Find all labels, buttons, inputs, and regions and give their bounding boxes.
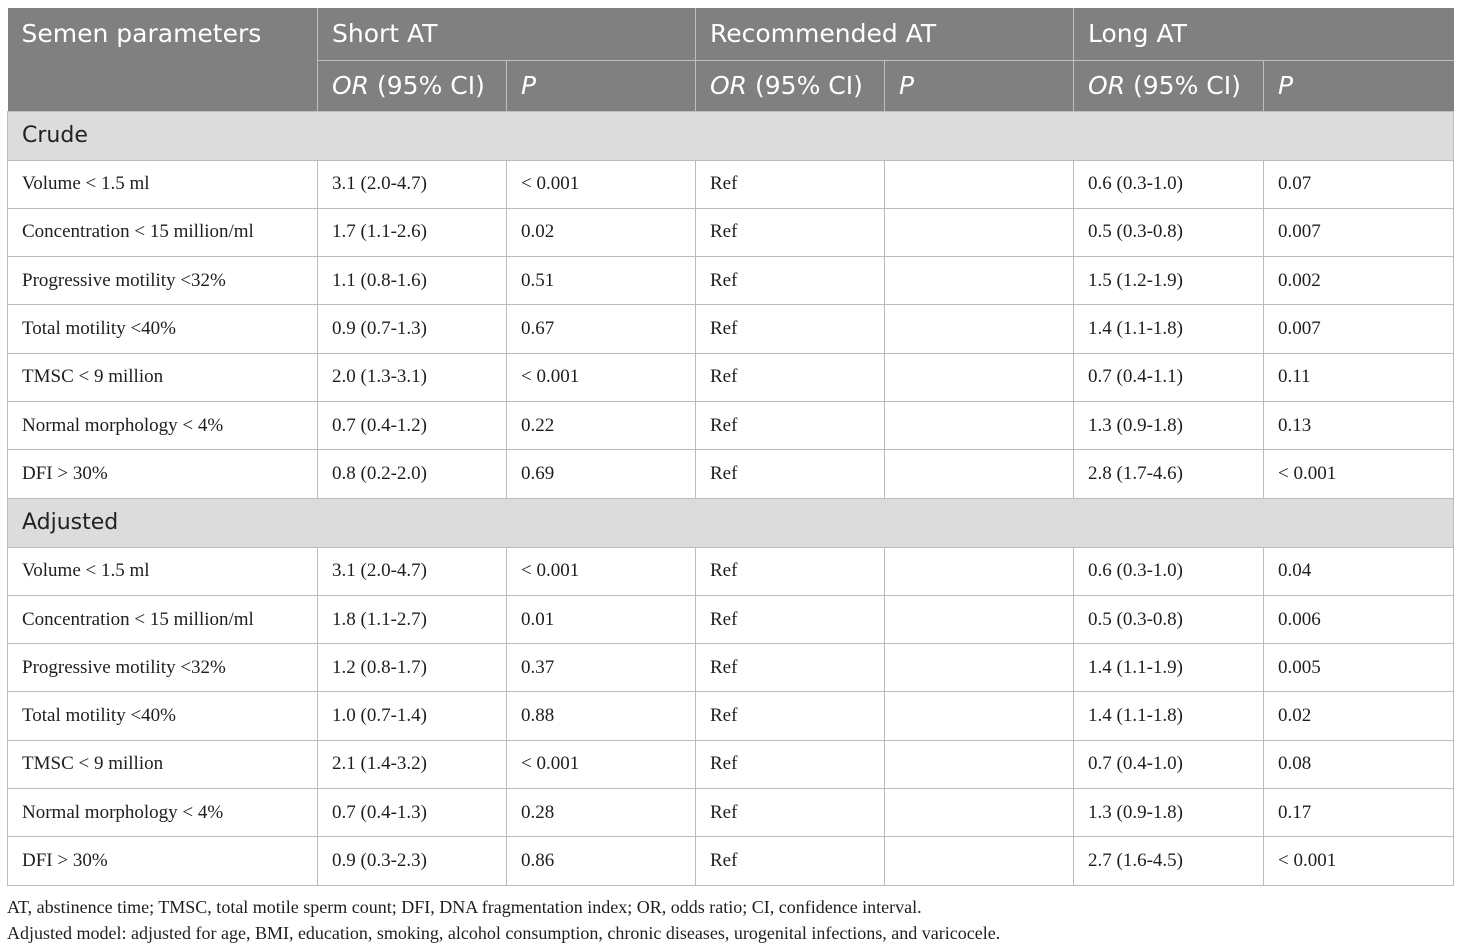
- long-p-cell: 0.002: [1264, 257, 1454, 305]
- header-semen-parameters: Semen parameters: [8, 8, 318, 111]
- long-or-cell: 1.4 (1.1-1.8): [1074, 305, 1264, 353]
- short-or-cell: 0.9 (0.7-1.3): [318, 305, 507, 353]
- short-p-cell: < 0.001: [507, 353, 696, 401]
- or-label: OR: [1088, 71, 1126, 100]
- recommended-p-cell: [885, 595, 1074, 643]
- short-p-cell: 0.69: [507, 450, 696, 498]
- ci-label: (95% CI): [747, 71, 863, 100]
- header-or-ci-recommended: [696, 60, 885, 111]
- p-label: P: [521, 71, 537, 100]
- short-or-cell: 1.8 (1.1-2.7): [318, 595, 507, 643]
- section-row: [8, 498, 1454, 547]
- short-or-cell: 1.0 (0.7-1.4): [318, 692, 507, 740]
- short-p-cell: 0.37: [507, 644, 696, 692]
- short-p-cell: < 0.001: [507, 160, 696, 208]
- short-p-cell: < 0.001: [507, 740, 696, 788]
- param-cell: TMSC < 9 million: [8, 740, 318, 788]
- short-or-cell: 2.0 (1.3-3.1): [318, 353, 507, 401]
- long-or-cell: 1.3 (0.9-1.8): [1074, 401, 1264, 449]
- long-or-cell: 1.3 (0.9-1.8): [1074, 789, 1264, 837]
- results-table: [7, 8, 1454, 886]
- short-or-cell: 1.2 (0.8-1.7): [318, 644, 507, 692]
- param-cell: Total motility <40%: [8, 305, 318, 353]
- table-row: [8, 160, 1454, 208]
- recommended-p-cell: [885, 160, 1074, 208]
- table-row: [8, 837, 1454, 885]
- short-or-cell: 3.1 (2.0-4.7): [318, 160, 507, 208]
- short-or-cell: 0.8 (0.2-2.0): [318, 450, 507, 498]
- recommended-p-cell: [885, 305, 1074, 353]
- recommended-or-cell: Ref: [696, 547, 885, 595]
- recommended-p-cell: [885, 353, 1074, 401]
- param-cell: Concentration < 15 million/ml: [8, 595, 318, 643]
- long-p-cell: 0.02: [1264, 692, 1454, 740]
- recommended-or-cell: Ref: [696, 208, 885, 256]
- long-or-cell: 2.7 (1.6-4.5): [1074, 837, 1264, 885]
- short-p-cell: 0.67: [507, 305, 696, 353]
- long-p-cell: 0.13: [1264, 401, 1454, 449]
- recommended-or-cell: Ref: [696, 595, 885, 643]
- table-row: [8, 692, 1454, 740]
- long-p-cell: 0.007: [1264, 305, 1454, 353]
- param-cell: DFI > 30%: [8, 837, 318, 885]
- short-p-cell: 0.28: [507, 789, 696, 837]
- table-row: [8, 547, 1454, 595]
- recommended-or-cell: Ref: [696, 257, 885, 305]
- footnote-adjusted-model: Adjusted model: adjusted for age, BMI, education, smoking, alcohol consumption, chronic diseases, urogenital infections, and varicocele.: [7, 923, 1001, 943]
- recommended-p-cell: [885, 401, 1074, 449]
- p-label: P: [899, 71, 915, 100]
- long-or-cell: 2.8 (1.7-4.6): [1074, 450, 1264, 498]
- header-or-ci-short: [318, 60, 507, 111]
- param-cell: Volume < 1.5 ml: [8, 160, 318, 208]
- footnote-abbreviations: AT, abstinence time; TMSC, total motile sperm count; DFI, DNA fragmentation index; OR, odds ratio; CI, confidence interval.: [7, 897, 922, 917]
- short-or-cell: 0.9 (0.3-2.3): [318, 837, 507, 885]
- section-row: [8, 111, 1454, 160]
- recommended-or-cell: Ref: [696, 401, 885, 449]
- long-p-cell: 0.005: [1264, 644, 1454, 692]
- long-p-cell: 0.007: [1264, 208, 1454, 256]
- table-row: [8, 789, 1454, 837]
- table-row: [8, 450, 1454, 498]
- short-or-cell: 1.1 (0.8-1.6): [318, 257, 507, 305]
- recommended-or-cell: Ref: [696, 692, 885, 740]
- ci-label: (95% CI): [1125, 71, 1241, 100]
- recommended-p-cell: [885, 837, 1074, 885]
- p-label: P: [1278, 71, 1294, 100]
- recommended-or-cell: Ref: [696, 160, 885, 208]
- header-or-ci-long: [1074, 60, 1264, 111]
- recommended-p-cell: [885, 450, 1074, 498]
- table-footnotes: [7, 894, 1453, 946]
- recommended-or-cell: Ref: [696, 644, 885, 692]
- header-p-short: [507, 60, 696, 111]
- long-or-cell: 1.4 (1.1-1.9): [1074, 644, 1264, 692]
- short-p-cell: 0.86: [507, 837, 696, 885]
- param-cell: Volume < 1.5 ml: [8, 547, 318, 595]
- param-cell: Normal morphology < 4%: [8, 401, 318, 449]
- short-p-cell: < 0.001: [507, 547, 696, 595]
- short-or-cell: 3.1 (2.0-4.7): [318, 547, 507, 595]
- table-row: [8, 401, 1454, 449]
- table-row: [8, 353, 1454, 401]
- header-group-long: Long AT: [1074, 8, 1454, 60]
- param-cell: Concentration < 15 million/ml: [8, 208, 318, 256]
- short-or-cell: 1.7 (1.1-2.6): [318, 208, 507, 256]
- table-header: [8, 8, 1454, 111]
- section-title: Adjusted: [8, 498, 1454, 547]
- ci-label: (95% CI): [369, 71, 485, 100]
- short-or-cell: 0.7 (0.4-1.3): [318, 789, 507, 837]
- recommended-p-cell: [885, 789, 1074, 837]
- header-group-short: Short AT: [318, 8, 696, 60]
- long-or-cell: 1.5 (1.2-1.9): [1074, 257, 1264, 305]
- long-p-cell: 0.07: [1264, 160, 1454, 208]
- long-or-cell: 0.6 (0.3-1.0): [1074, 547, 1264, 595]
- recommended-or-cell: Ref: [696, 305, 885, 353]
- recommended-or-cell: Ref: [696, 740, 885, 788]
- recommended-p-cell: [885, 644, 1074, 692]
- long-or-cell: 0.7 (0.4-1.1): [1074, 353, 1264, 401]
- section-title: Crude: [8, 111, 1454, 160]
- long-or-cell: 0.5 (0.3-0.8): [1074, 595, 1264, 643]
- short-or-cell: 0.7 (0.4-1.2): [318, 401, 507, 449]
- short-p-cell: 0.88: [507, 692, 696, 740]
- table-body: [8, 111, 1454, 885]
- recommended-or-cell: Ref: [696, 837, 885, 885]
- recommended-p-cell: [885, 692, 1074, 740]
- long-or-cell: 1.4 (1.1-1.8): [1074, 692, 1264, 740]
- results-table-container: [7, 8, 1453, 886]
- param-cell: Progressive motility <32%: [8, 644, 318, 692]
- param-cell: Total motility <40%: [8, 692, 318, 740]
- param-cell: Progressive motility <32%: [8, 257, 318, 305]
- param-cell: TMSC < 9 million: [8, 353, 318, 401]
- recommended-or-cell: Ref: [696, 450, 885, 498]
- short-p-cell: 0.51: [507, 257, 696, 305]
- long-p-cell: < 0.001: [1264, 837, 1454, 885]
- recommended-p-cell: [885, 547, 1074, 595]
- header-p-recommended: [885, 60, 1074, 111]
- long-p-cell: 0.04: [1264, 547, 1454, 595]
- recommended-or-cell: Ref: [696, 353, 885, 401]
- long-p-cell: < 0.001: [1264, 450, 1454, 498]
- table-row: [8, 740, 1454, 788]
- recommended-p-cell: [885, 740, 1074, 788]
- table-row: [8, 644, 1454, 692]
- long-p-cell: 0.17: [1264, 789, 1454, 837]
- short-or-cell: 2.1 (1.4-3.2): [318, 740, 507, 788]
- short-p-cell: 0.01: [507, 595, 696, 643]
- or-label: OR: [710, 71, 748, 100]
- header-p-long: [1264, 60, 1454, 111]
- short-p-cell: 0.02: [507, 208, 696, 256]
- long-p-cell: 0.08: [1264, 740, 1454, 788]
- table-row: [8, 257, 1454, 305]
- table-row: [8, 305, 1454, 353]
- table-row: [8, 208, 1454, 256]
- long-or-cell: 0.6 (0.3-1.0): [1074, 160, 1264, 208]
- long-or-cell: 0.5 (0.3-0.8): [1074, 208, 1264, 256]
- param-cell: DFI > 30%: [8, 450, 318, 498]
- recommended-p-cell: [885, 208, 1074, 256]
- param-cell: Normal morphology < 4%: [8, 789, 318, 837]
- table-row: [8, 595, 1454, 643]
- short-p-cell: 0.22: [507, 401, 696, 449]
- recommended-or-cell: Ref: [696, 789, 885, 837]
- long-p-cell: 0.11: [1264, 353, 1454, 401]
- recommended-p-cell: [885, 257, 1074, 305]
- long-or-cell: 0.7 (0.4-1.0): [1074, 740, 1264, 788]
- long-p-cell: 0.006: [1264, 595, 1454, 643]
- or-label: OR: [332, 71, 370, 100]
- header-group-recommended: Recommended AT: [696, 8, 1074, 60]
